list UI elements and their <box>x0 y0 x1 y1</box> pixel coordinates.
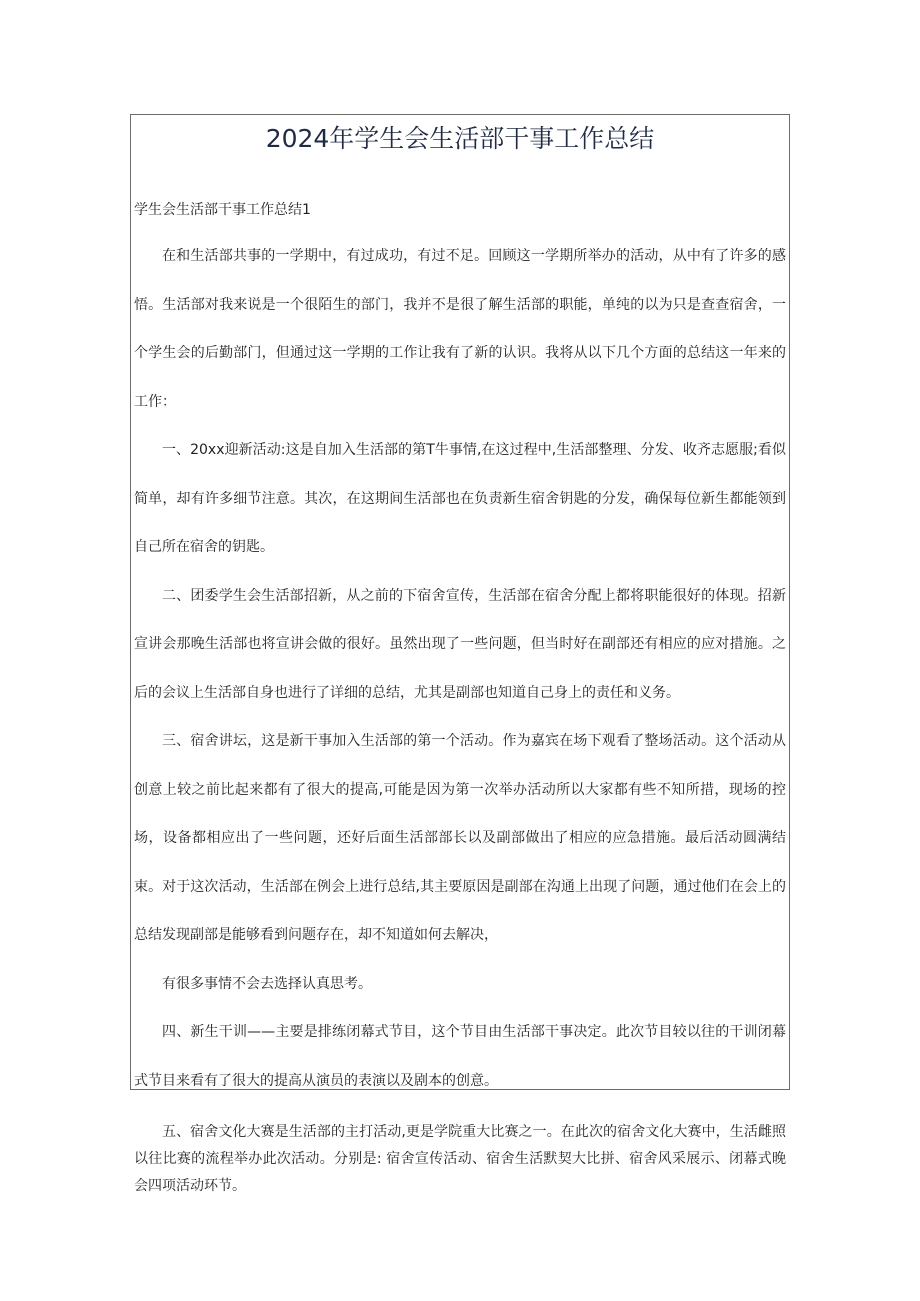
paragraph-item-3: 三、宿舍讲坛，这是新干事加入生活部的第一个活动。作为嘉宾在场下观看了整场活动。这个活动从创意上较之前比起来都有了很大的提高,可能是因为第一次举办活动所以大家都有些不知所措，现场的控场，设备都相应出了一些问题，还好后面生活部部长以及副部做出了相应的应急措施。最后活动圆满结束。对于这次活动，生活部在例会上进行总结,其主要原因是副部在沟通上出现了问题，通过他们在会上的总结发现副部是能够看到问题存在，却不知道如何去解决， <box>134 733 786 943</box>
paragraph-item-3-continued: 有很多事情不会去选择认真思考。 <box>162 975 372 992</box>
paragraph-item-5: 五、宿舍文化大赛是生活部的主打活动,更是学院重大比赛之一。在此次的宿舍文化大赛中，生活雌照以往比赛的流程举办此次活动。分别是: 宿舍宣传活动、宿舍生活默契大比拼、宿舍风采展示、闭幕式晚会四项活动环节。 <box>134 1124 786 1194</box>
section-heading: 学生会生活部干事工作总结1 <box>134 202 311 218</box>
paragraph-intro: 在和生活部共事的一学期中，有过成功，有过不足。回顾这一学期所举办的活动，从中有了许多的感悟。生活部对我来说是一个很陌生的部门，我并不是很了解生活部的职能，单纯的以为只是查查宿舍，一个学生会的后勤部门，但通过这一学期的工作让我有了新的认识。我将从以下几个方面的总结这一年来的工作： <box>134 248 786 410</box>
document-body <box>134 232 786 1105</box>
document-body-continued <box>134 1119 786 1200</box>
document-title: 2024年学生会生活部干事工作总结 <box>265 124 655 153</box>
paragraph-item-2: 二、团委学生会生活部招新，从之前的下宿舍宣传，生活部在宿舍分配上都将职能很好的体现。招新宣讲会那晚生活部也将宣讲会做的很好。虽然出现了一些问题，但当时好在副部还有相应的应对措施。之后的会议上生活部自身也进行了详细的总结，尤其是副部也知道自己身上的责任和义务。 <box>134 587 786 701</box>
paragraph-item-4: 四、新生干训——主要是排练闭幕式节目，这个节目由生活部干事决定。此次节目较以往的干训闭幕式节目来看有了很大的提高从演员的表演以及剧本的创意。 <box>134 1024 786 1089</box>
paragraph-item-1: 一、20xx迎新活动:这是自加入生活部的第T牛事情,在这过程中,生活部整理、分发、收齐志愿服;看似简单，却有许多细节注意。其次，在这期间生活部也在负责新生宿舍钥匙的分发，确保每位新生都能领到自己所在宿舍的钥匙。 <box>134 442 786 555</box>
